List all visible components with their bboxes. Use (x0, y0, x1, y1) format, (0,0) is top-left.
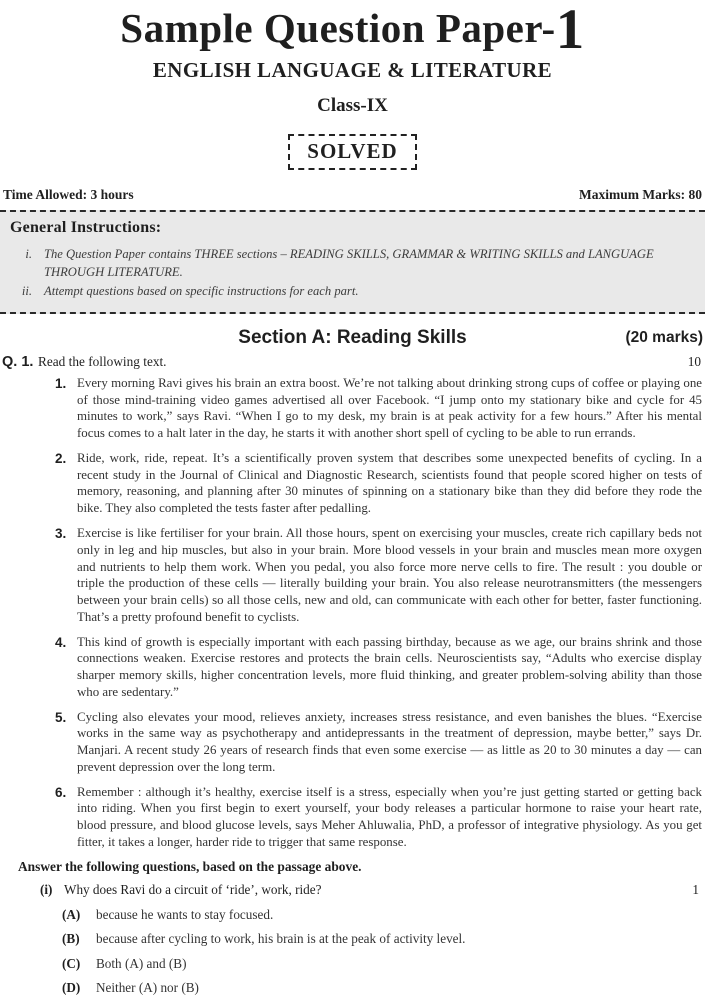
instruction-number: ii. (21, 283, 32, 298)
page-title-text: Sample Question Paper- (120, 5, 556, 51)
maximum-marks: Maximum Marks: 80 (579, 187, 702, 203)
option-row (62, 956, 705, 972)
paragraph-number: 6. (55, 784, 67, 800)
question-marks: 10 (687, 353, 701, 369)
sub-question-text: Why does Ravi do a circuit of ‘ride’, work, ride? (64, 881, 322, 897)
option-label: (B) (62, 931, 80, 947)
question-1-header (0, 354, 705, 370)
paragraph-number: 2. (55, 450, 67, 466)
option-label: (C) (62, 955, 81, 971)
paragraph-text: Ride, work, ride, repeat. It’s a scientifically proven system that describes some unexpected benefits of cycling. In a recent study in the Journal of Clinical and Diagnostic Research, scientists found that people scored higher on tests of memory, reasoning, and planning after 30 minutes of spinning on a stationary bike than they did before they rode the bike. They also completed the tests faster after pedalling. (77, 450, 702, 516)
question-label: Q. 1. (2, 353, 34, 370)
exam-meta-row (0, 187, 705, 203)
paragraph-text: Cycling also elevates your mood, relieves anxiety, increases stress resistance, and even banishes the blues. “Exercise works in the same way as psychotherapy and antidepressants in the treatment of depression, maybe better,” says Dr. Manjari. A recent study 26 years of research finds that even some exercise — as little as 20 to 30 minutes a day — can prevent depression over the long term. (77, 709, 702, 774)
sub-question-marks: 1 (692, 881, 699, 897)
general-instructions-list (10, 245, 693, 300)
subject-title: ENGLISH LANGUAGE & LITERATURE (152, 58, 553, 83)
section-heading (0, 327, 705, 349)
sub-question-number: (i) (40, 881, 53, 897)
paragraph-number: 1. (55, 375, 67, 391)
passage-paragraph (55, 450, 702, 517)
general-instructions-heading: General Instructions: (10, 219, 162, 237)
solved-badge: SOLVED (288, 134, 416, 170)
instruction-item (10, 245, 693, 282)
paragraph-text: This kind of growth is especially important with each passing birthday, because as we age, our brains shrink and those connections weaken. Exercise restores and protects the brain cells. Neuroscientists say, “Adults who exercise display sharper memory skills, higher concentration levels, more fluid thinking, and greater problem-solving ability than those who are sedentary.” (77, 634, 702, 699)
passage-paragraph (55, 784, 702, 851)
instruction-number: i. (25, 247, 32, 262)
option-text: Neither (A) nor (B) (96, 980, 199, 996)
option-label: (A) (62, 906, 81, 922)
answer-heading: Answer the following questions, based on the passage above. (18, 858, 362, 874)
instruction-text: Attempt questions based on specific instructions for each part. (44, 283, 359, 298)
paragraph-number: 4. (55, 634, 67, 650)
paragraph-text: Every morning Ravi gives his brain an extra boost. We’re not talking about drinking strong cups of coffee or playing one of those mind-training video games advertised all over Facebook. “I jump onto my stationary bike and cycle for 45 minutes to work,” says Ravi. “When I go to my desk, my brain is at peak activity for a few hours.” After his mental focus comes to a halt later in the day, he starts it with another short spell of cycling to be able to run errands. (77, 375, 702, 441)
reading-passage (0, 370, 705, 851)
instruction-item (10, 282, 693, 300)
sub-question-i (0, 882, 705, 898)
question-instruction: Read the following text. (38, 353, 167, 369)
paragraph-text: Remember : although it’s healthy, exercise itself is a stress, especially when you’re just getting started or getting back into riding. When you first begin to exert yourself, your body releases a particular hormone to raise your heart rate, blood pressure, and blood glucose levels, says Meher Ahluwalia, PhD, a professor of integrative physiology. As you get fitter, it takes a longer, harder ride to trigger that same response. (77, 784, 702, 849)
option-text: Both (A) and (B) (96, 955, 187, 971)
instruction-text: The Question Paper contains THREE sections – READING SKILLS, GRAMMAR & WRITING SKILLS and LANGUAGE THROUGH LITERATURE. (44, 247, 654, 280)
passage-paragraph (55, 634, 702, 701)
option-list (0, 907, 705, 997)
paragraph-number: 3. (55, 525, 67, 541)
solved-badge-wrap (0, 134, 705, 170)
page-title-number: 1 (555, 0, 585, 61)
passage-paragraph (55, 709, 702, 776)
time-allowed: Time Allowed: 3 hours (3, 187, 134, 203)
option-text: because after cycling to work, his brain is at the peak of activity level. (96, 931, 466, 947)
general-instructions-box (0, 210, 705, 314)
option-row (62, 931, 705, 947)
option-row (62, 907, 705, 923)
paragraph-text: Exercise is like fertiliser for your brain. All those hours, spent on exercising your muscles, create rich capillary beds not only in leg and hip muscles, but also in your brain. More blood vessels in your brain and muscles mean more oxygen and nutrients to help them work. When you pedal, you also force more nerve cells to fire. The result : you double or triple the production of these cells — literally building your brain. You also release neurotransmitters (the messengers between your brain cells) so all those cells, new and old, can communicate with each other for better, faster functioning. That’s a pretty profound benefit to cyclists. (77, 525, 702, 624)
section-title: Section A: Reading Skills (238, 326, 467, 348)
passage-paragraph (55, 525, 702, 626)
page-title (0, 0, 705, 61)
option-text: because he wants to stay focused. (96, 906, 274, 922)
option-label: (D) (62, 980, 81, 996)
passage-paragraph (55, 375, 702, 442)
section-marks: (20 marks) (625, 328, 703, 346)
option-row (62, 980, 705, 996)
class-title: Class-IX (317, 95, 388, 117)
paragraph-number: 5. (55, 709, 67, 725)
